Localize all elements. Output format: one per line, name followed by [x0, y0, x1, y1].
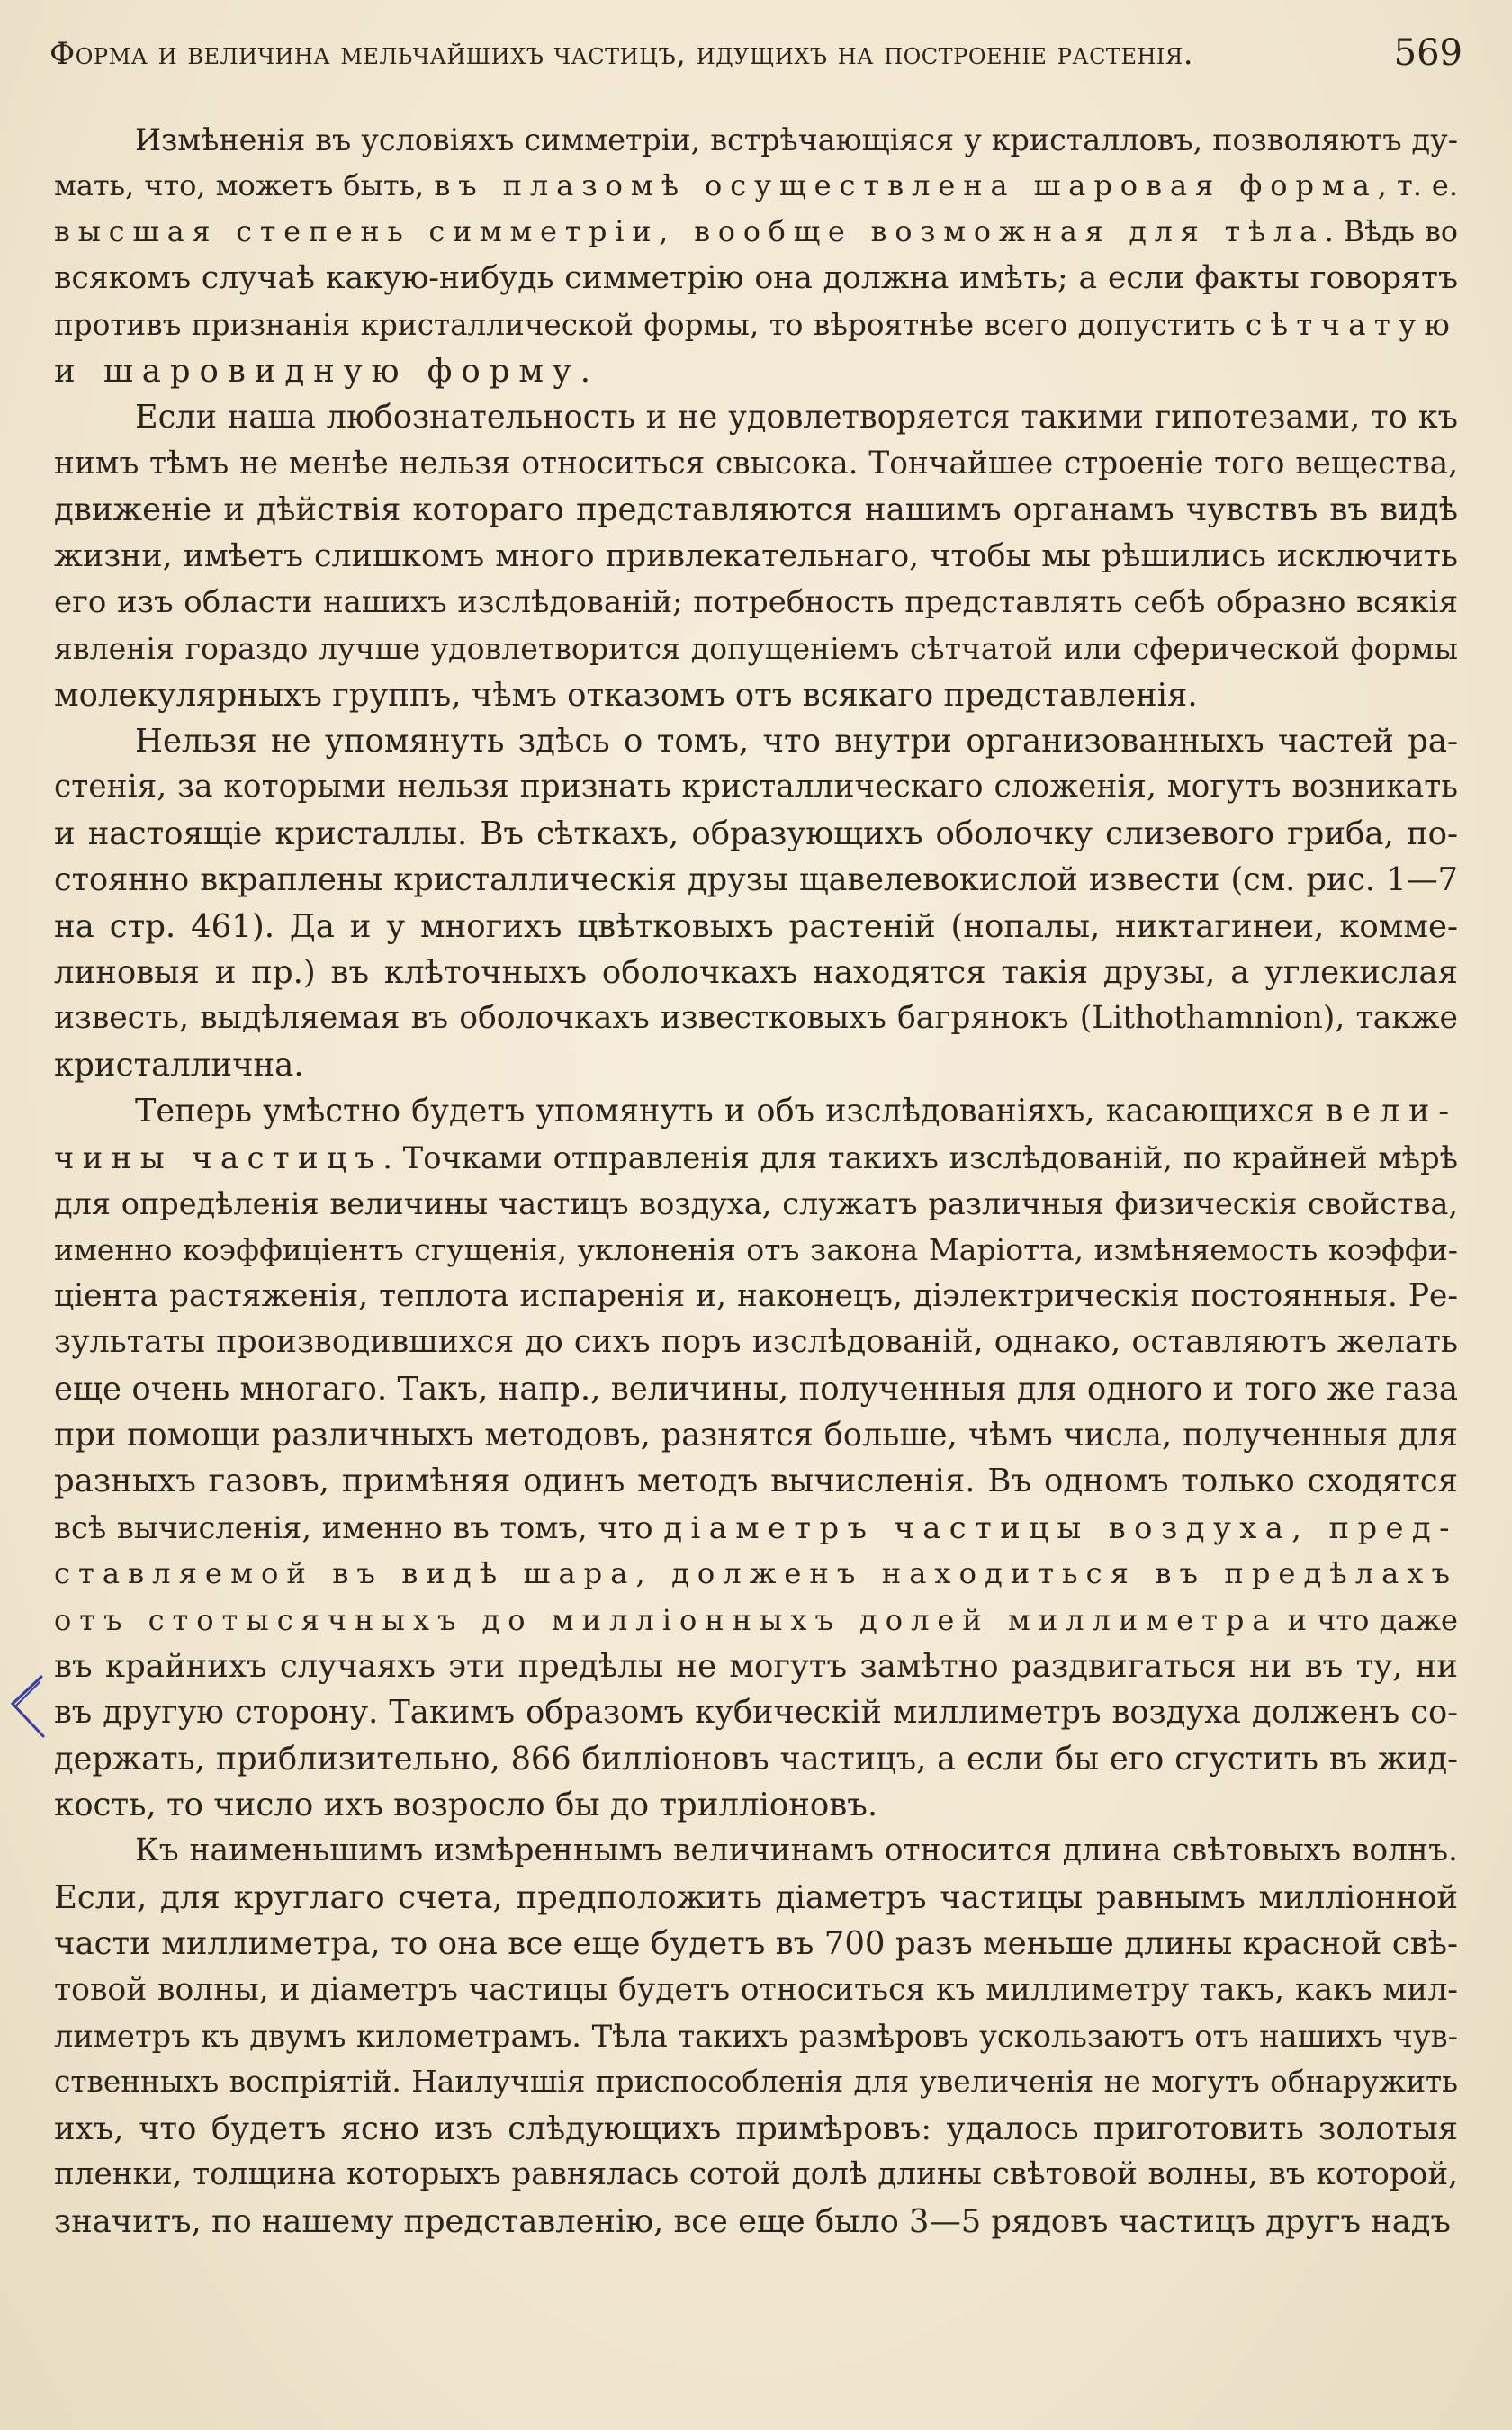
text-line [54, 117, 1458, 163]
text-line [54, 1274, 1458, 1319]
text-run: Къ наименьшимъ измѣреннымъ величинамъ относится длина свѣтовыхъ волнъ. [135, 1832, 1458, 1869]
text-run: и что даже [1277, 1602, 1459, 1637]
paragraph [54, 1828, 1458, 2245]
spaced-emphasis: діаметръ частицы воздуха, пред- [663, 1509, 1458, 1545]
text-line [54, 2152, 1458, 2198]
text-line [54, 950, 1458, 995]
text-run: Измѣненія въ условіяхъ симметріи, встрѣчающіяся у кристалловъ, позволяютъ ду- [135, 122, 1458, 158]
text-line [54, 2059, 1458, 2105]
text-run: молекулярныхъ группъ, чѣмъ отказомъ отъ всякаго представленія. [54, 676, 1198, 714]
text-line [54, 1643, 1458, 1689]
spaced-emphasis: и шаровидную форму [54, 352, 580, 390]
text-line [54, 441, 1458, 487]
text-run: для опредѣленія величины частицъ воздуха, служатъ различныя физическія свойства, [54, 1185, 1458, 1221]
text-line [54, 580, 1458, 626]
text-run: . Вѣдь во [1324, 215, 1458, 248]
spaced-emphasis: высшая степень симметріи, вообще возможная для тѣла [54, 215, 1325, 248]
text-run: при помощи различныхъ методовъ, разнятся больше, чѣмъ числа, полученныя для [54, 1416, 1458, 1454]
text-run: части миллиметра, то она все еще будетъ въ 700 разъ меньше длины красной свѣ- [54, 1925, 1458, 1963]
text-run: на стр. 461). Да и у многихъ цвѣтковыхъ растеній (нопалы, никтагинеи, комме- [54, 907, 1458, 945]
text-line [54, 163, 1458, 209]
text-line [54, 1227, 1458, 1273]
text-run: движеніе и дѣйствія котораго представляются нашимъ органамъ чувствъ въ видѣ [54, 491, 1458, 529]
text-run: мать, что, можетъ быть, [54, 168, 435, 203]
text-run: Нельзя не упомянуть здѣсь о томъ, что внутри организованныхъ частей ра- [135, 723, 1458, 760]
text-run: Если, для круглаго счета, предположить діаметръ частицы равнымъ милліонной [54, 1878, 1458, 1916]
text-line [54, 2013, 1458, 2059]
text-run: жизни, имѣетъ слишкомъ много привлекательнаго, чтобы мы рѣшились исключить [54, 537, 1458, 574]
text-line [54, 210, 1458, 256]
text-run: зультаты производившихся до сихъ поръ изслѣдованій, однако, оставляютъ желать [54, 1324, 1458, 1361]
text-run: въ другую сторону. Такимъ образомъ кубическій миллиметръ воздуха долженъ со- [54, 1694, 1458, 1732]
text-run: держать, приблизительно, 866 билліоновъ частицъ, а если бы его сгустить въ жид- [54, 1740, 1458, 1778]
text-line [54, 1828, 1458, 1874]
page-number: 569 [1393, 32, 1462, 74]
text-run: явленія гораздо лучше удовлетворится допущеніемъ сѣтчатой или сферической формы [54, 631, 1458, 667]
text-line [54, 348, 1458, 394]
text-line [54, 811, 1458, 857]
text-run: въ крайнихъ случаяхъ эти предѣлы не могутъ замѣтно раздвигаться ни въ ту, ни [54, 1647, 1458, 1685]
text-line [54, 2106, 1458, 2152]
text-line [54, 1598, 1458, 1643]
text-line [54, 995, 1458, 1041]
text-line [54, 1319, 1458, 1365]
text-line [54, 1181, 1458, 1227]
text-line [54, 764, 1458, 810]
text-run: . [580, 352, 591, 390]
text-run: пленки, толщина которыхъ равнялась сотой долѣ длины свѣтовой волны, въ которой, [54, 2156, 1458, 2193]
text-run: его изъ области нашихъ изслѣдованій; потребность представлять себѣ образно всякія [54, 584, 1458, 620]
text-run: линовыя и пр.) въ клѣточныхъ оболочкахъ находятся такія друзы, а углекислая [54, 954, 1458, 992]
text-run: ственныхъ воспріятій. Наилучшія приспособленія для увеличенія не могутъ обнаружить [54, 2065, 1458, 2100]
text-line [54, 1689, 1458, 1735]
text-run: . Точками отправленія для такихъ изслѣдованій, по крайней мѣрѣ [382, 1139, 1458, 1175]
text-run: противъ признанія кристаллической формы, то вѣроятнѣе всего допустить [54, 307, 1246, 342]
spaced-emphasis: въ плазомѣ осуществлена шаровая форма [434, 168, 1378, 203]
text-line [54, 857, 1458, 903]
text-line [54, 1135, 1458, 1181]
text-line [54, 672, 1458, 718]
text-line [54, 1042, 1458, 1088]
text-run: Если наша любознательность и не удовлетворяется такими гипотезами, то къ [135, 399, 1458, 436]
text-line [54, 1366, 1458, 1412]
text-line [54, 1967, 1458, 2013]
spaced-emphasis: отъ стотысячныхъ до милліонныхъ долей миллиметра [54, 1602, 1278, 1637]
paragraph [54, 394, 1458, 718]
text-line [54, 1921, 1458, 1966]
text-line [54, 1782, 1458, 1828]
text-run: стенія, за которыми нельзя признать кристаллическаго сложенія, могутъ возникать [54, 769, 1458, 806]
text-run: именно коэффиціентъ сгущенія, уклоненія отъ закона Маріотта, измѣняемость коэффи- [54, 1232, 1458, 1268]
text-line [54, 1551, 1458, 1597]
text-line [54, 256, 1458, 302]
text-run: и настоящіе кристаллы. Въ сѣткахъ, образующихъ оболочку слизевого гриба, по- [54, 814, 1458, 852]
text-run: всѣ вычисленія, именно въ томъ, что [54, 1509, 664, 1545]
text-line [54, 1458, 1458, 1504]
paragraph [54, 117, 1458, 394]
text-line [54, 1088, 1458, 1134]
text-run: разныхъ газовъ, примѣняя одинъ методъ вычисленія. Въ одномъ только сходятся [54, 1462, 1458, 1500]
text-line [54, 2199, 1458, 2245]
text-run: Теперь умѣстно будетъ упомянуть и объ изслѣдованіяхъ, касающихся [135, 1093, 1326, 1130]
text-run: всякомъ случаѣ какую-нибудь симметрію она должна имѣть; а если факты говорятъ [54, 260, 1458, 297]
paragraph [54, 1088, 1458, 1828]
text-run: еще очень многаго. Такъ, напр., величины, полученныя для одного и того же газа [54, 1370, 1458, 1408]
margin-pencil-mark [7, 1670, 45, 1742]
spaced-emphasis: чины частицъ [54, 1139, 383, 1175]
text-run: кристаллична. [54, 1046, 304, 1084]
text-line [54, 534, 1458, 580]
text-line [54, 904, 1458, 950]
spaced-emphasis: сѣтчатую [1245, 307, 1458, 342]
text-run: лиметръ къ двумъ километрамъ. Тѣла такихъ размѣровъ ускользаютъ отъ нашихъ чув- [54, 2019, 1458, 2055]
spaced-emphasis: вели- [1325, 1093, 1458, 1130]
text-run: известь, выдѣляемая въ оболочкахъ известковыхъ багрянокъ (Lithothamnion), также [54, 1000, 1458, 1037]
text-line [54, 1505, 1458, 1551]
text-line [54, 394, 1458, 440]
text-run: ціента растяженія, теплота испаренія и, наконецъ, діэлектрическія постоянныя. Ре- [54, 1277, 1458, 1314]
page-header [50, 25, 1462, 88]
text-run: ихъ, что будетъ ясно изъ слѣдующихъ примѣровъ: удалось приготовить золотыя [54, 2110, 1458, 2147]
text-line [54, 1412, 1458, 1458]
text-run: , т. е. [1377, 168, 1459, 203]
text-run: кость, то число ихъ возросло бы до трилліоновъ. [54, 1786, 878, 1824]
paragraph [54, 718, 1458, 1088]
text-line [54, 718, 1458, 764]
text-line [54, 1736, 1458, 1782]
text-line [54, 626, 1458, 671]
text-line [54, 302, 1458, 348]
text-run: товой волны, и діаметръ частицы будетъ относиться къ миллиметру такъ, какъ мил- [54, 1971, 1458, 2008]
text-run: значитъ, по нашему представленію, все еще было 3—5 рядовъ частицъ другъ надъ [54, 2202, 1451, 2240]
text-run: нимъ тѣмъ не менѣе нельзя относиться свысока. Тончайшее строеніе того вещества, [54, 445, 1458, 482]
body-text [54, 117, 1458, 2245]
text-line [54, 1875, 1458, 1921]
text-line [54, 487, 1458, 533]
spaced-emphasis: ставляемой въ видѣ шара, долженъ находиться въ предѣлахъ [54, 1556, 1458, 1591]
running-title: Форма и величина мельчайшихъ частицъ, идущихъ на построеніе растенія. [50, 36, 1194, 72]
text-run: стоянно вкраплены кристаллическія друзы щавелевокислой извести (см. рис. 1—7 [54, 861, 1458, 899]
